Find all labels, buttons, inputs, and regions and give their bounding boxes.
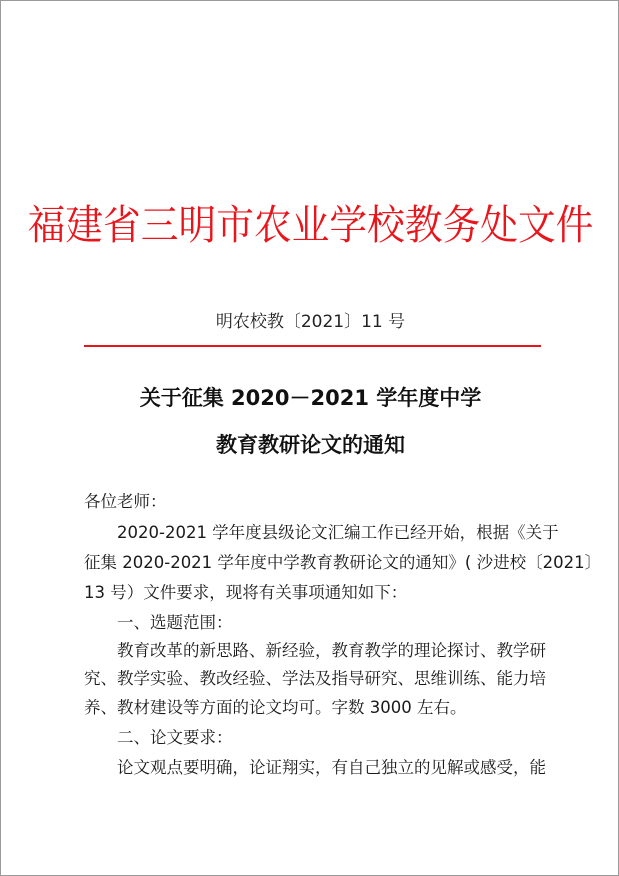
notice-title-line-1: 关于征集 2020－2021 学年度中学	[139, 386, 482, 410]
body-line: 教育改革的新思路、新经验，教育教学的理论探讨、教学研	[84, 641, 546, 660]
notice-title-line-2: 教育教研论文的通知	[216, 433, 405, 457]
body-line: 究、教学实验、教改经验、学法及指导研究、思维训练、能力培	[84, 669, 546, 688]
body-line: 征集 2020-2021 学年度中学教育教研论文的通知》( 沙进校〔2021〕	[84, 553, 602, 572]
body-line: 13 号）文件要求，现将有关事项通知如下：	[84, 583, 408, 602]
document-header-title: 福建省三明市农业学校教务处文件	[27, 201, 594, 249]
document-number: 明农校教〔2021〕11 号	[215, 312, 406, 332]
salutation: 各位老师：	[84, 492, 167, 511]
body-line: 2020-2021 学年度县级论文汇编工作已经开始，根据《关于	[84, 523, 559, 542]
section-heading-scope: 一、选题范围：	[84, 613, 233, 632]
red-divider-line	[84, 345, 541, 347]
body-line: 养、教材建设等方面的论文均可。字数 3000 左右。	[84, 698, 467, 717]
body-line: 论文观点要明确，论证翔实，有自己独立的见解或感受，能	[84, 758, 546, 777]
section-heading-requirements: 二、论文要求：	[84, 728, 233, 747]
